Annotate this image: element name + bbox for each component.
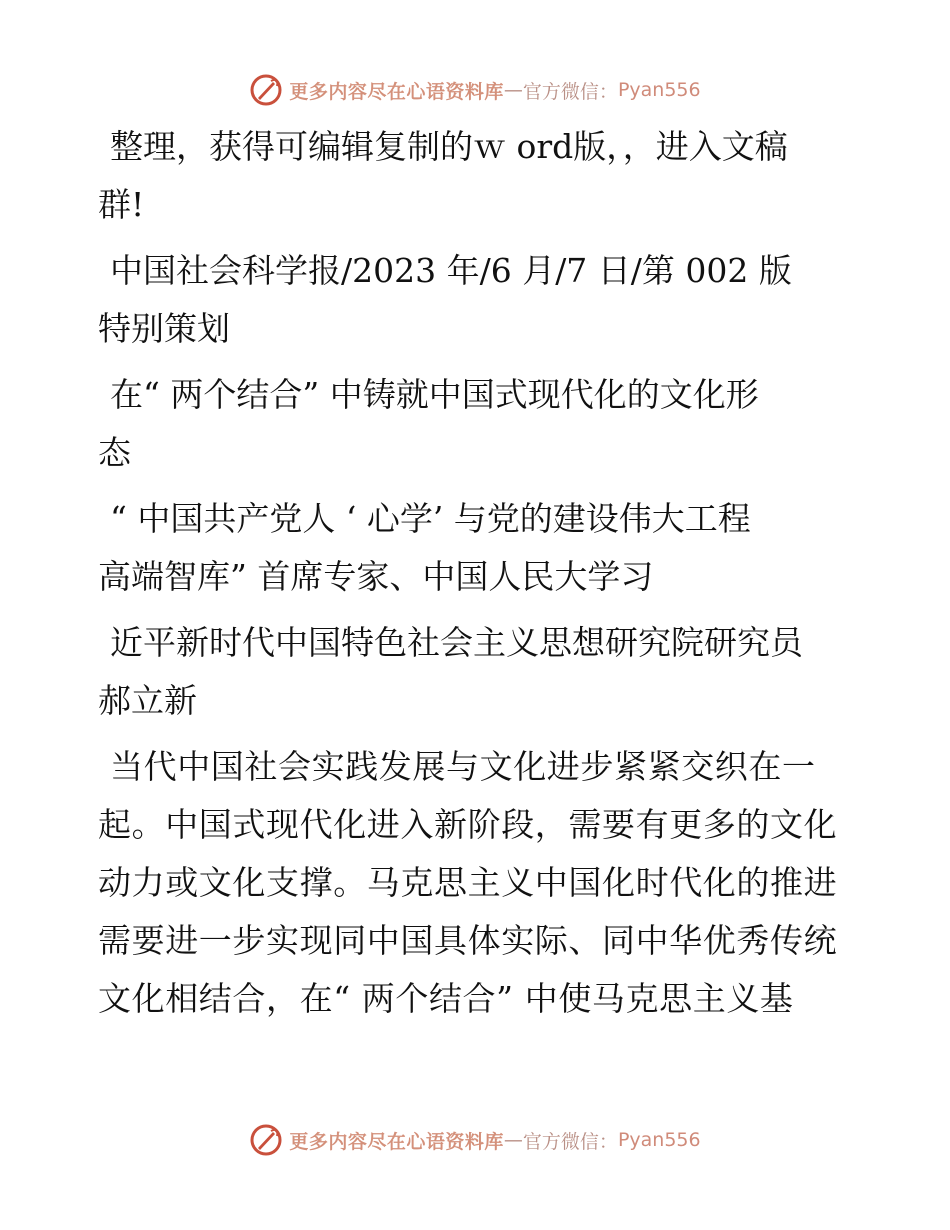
watermark-footer <box>0 1120 950 1160</box>
text-line: 文化相结合，在“ 两个结合” 中使马克思主义基 <box>98 979 794 1018</box>
text-line: 郝立新 <box>98 681 197 720</box>
watermark-site-text: 更多内容尽在心语资料库 <box>289 80 504 103</box>
watermark-dash: — <box>503 1129 523 1151</box>
watermark-header <box>0 70 950 110</box>
watermark-wechat-id: Pyan556 <box>617 1129 701 1151</box>
text-line: 中国社会科学报/2023 年/6 月/7 日/第 002 版 <box>110 251 792 290</box>
text-line: 近平新时代中国特色社会主义思想研究院研究员 <box>110 623 803 662</box>
paragraph-intro <box>98 118 858 234</box>
text-line: 高端智库” 首席专家、中国人民大学习 <box>98 557 654 596</box>
paragraph-author-name <box>98 614 858 730</box>
watermark-official-label: 官方微信： <box>522 1130 618 1153</box>
text-line: 需要进一步实现同中国具体实际、同中华优秀传统 <box>98 921 838 960</box>
watermark-site-text: 更多内容尽在心语资料库 <box>289 1130 504 1153</box>
watermark-official-label: 官方微信： <box>522 80 618 103</box>
text-line: “ 中国共产党人 ‘ 心学’ 与党的建设伟大工程 <box>110 499 751 538</box>
paragraph-body <box>98 738 858 1028</box>
document-body <box>98 118 858 1036</box>
paragraph-title <box>98 366 858 482</box>
watermark-dash: — <box>503 79 523 101</box>
watermark-wechat-id: Pyan556 <box>617 79 701 101</box>
text-line: 特别策划 <box>98 309 230 348</box>
paragraph-source <box>98 242 858 358</box>
text-line: 动力或文化支撑。马克思主义中国化时代化的推进 <box>98 863 838 902</box>
text-line: 起。中国式现代化进入新阶段，需要有更多的文化 <box>98 805 838 844</box>
text-line: 在“ 两个结合” 中铸就中国式现代化的文化形 <box>110 375 759 414</box>
text-line: 整理，获得可编辑复制的ｗ ord版，，进入文稿 <box>110 127 788 166</box>
paragraph-author-affiliation <box>98 490 858 606</box>
text-line: 群! <box>98 185 145 224</box>
quill-logo-icon <box>249 73 283 107</box>
text-line: 当代中国社会实践发展与文化进步紧紧交织在一 <box>110 747 816 786</box>
quill-logo-icon <box>249 1123 283 1157</box>
text-line: 态 <box>98 433 131 472</box>
